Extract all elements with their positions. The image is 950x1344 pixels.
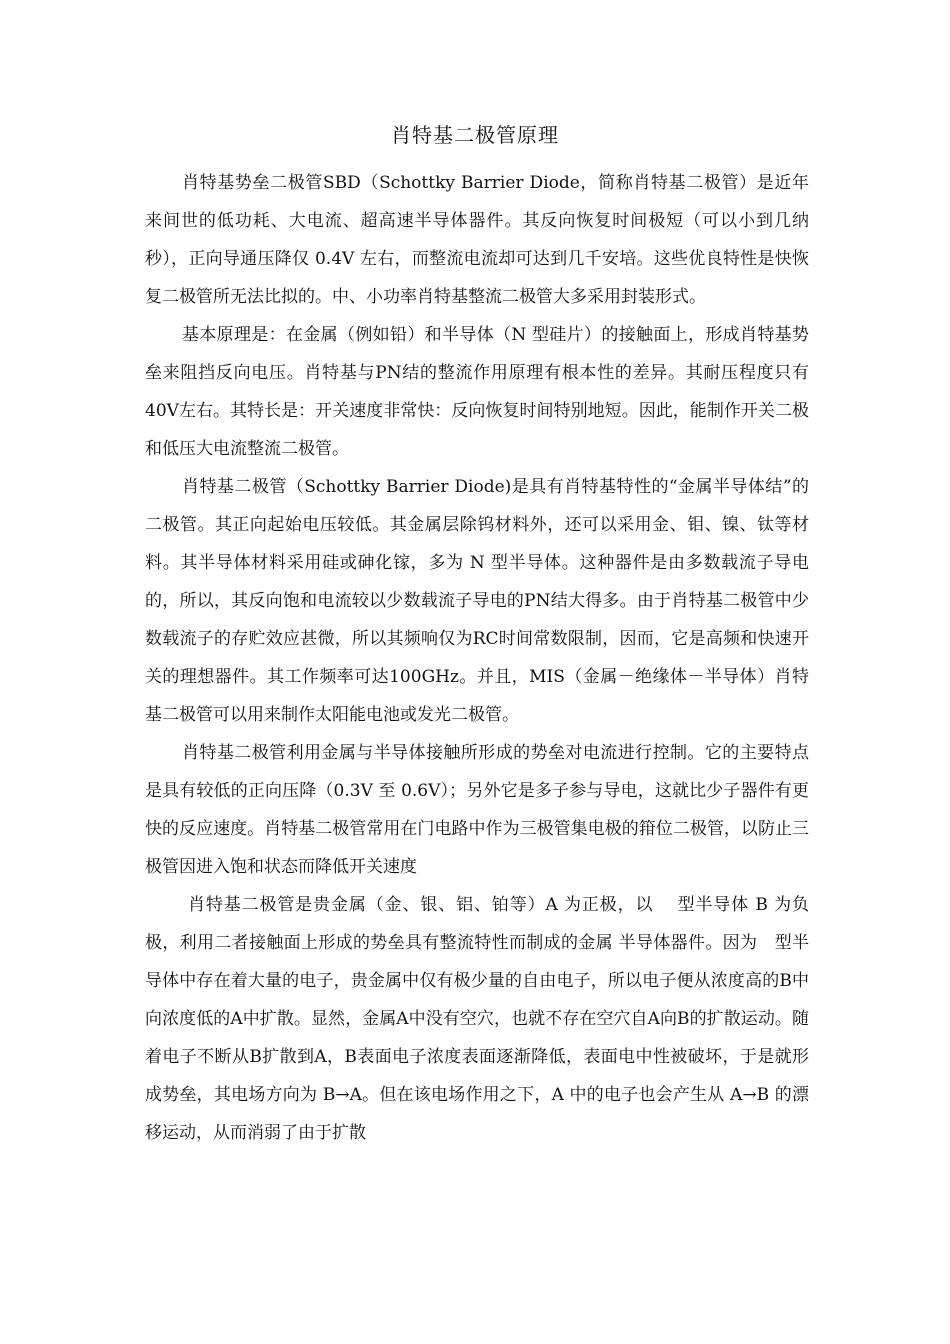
paragraph-barrier-control: 肖特基二极管利用金属与半导体接触所形成的势垒对电流进行控制。它的主要特点是具有较低的正向压降（0.3V 至 0.6V）；另外它是多子参与导电，这就比少子器件有更快的反应速度。肖特基二极管常用在门电路中作为三极管集电极的箝位二极管，以防止三极管因进入饱和状态而降低开关速度	[145, 743, 809, 877]
paragraph-metal-semiconductor-junction: 肖特基二极管（Schottky Barrier Diode)是具有肖特基特性的“金属半导体结”的二极管。其正向起始电压较低。其金属层除钨材料外，还可以采用金、钼、镍、钛等材料。其半导体材料采用硅或砷化镓，多为 N 型半导体。这种器件是由多数载流子导电的，所以，其反向饱和电流较以少数载流子导电的PN结大得多。由于肖特基二极管中少数载流子的存贮效应甚微，所以其频响仅为RC时间常数限制，因而，它是高频和快速开关的理想器件。其工作频率可达100GHz。并且，MIS（金属－绝缘体－半导体）肖特基二极管可以用来制作太阳能电池或发光二极管。	[145, 477, 809, 725]
document-title: 肖特基二极管原理	[391, 123, 559, 147]
paragraph-basic-principle: 基本原理是：在金属（例如铅）和半导体（N 型硅片）的接触面上，形成肖特基势垒来阻挡反向电压。肖特基与PN结的整流作用原理有根本性的差异。其耐压程度只有40V左右。其特长是：开关速度非常快：反向恢复时间特别地短。因此，能制作开关二极和低压大电流整流二极管。	[145, 325, 809, 459]
paragraph-diffusion-mechanism: 肖特基二极管是贵金属（金、银、铝、铂等）A 为正极，以 型半导体 B 为负极，利用二者接触面上形成的势垒具有整流特性而制成的金属 半导体器件。因为 型半导体中存在着大量的电子，贵金属中仅有极少量的自由电子，所以电子便从浓度高的B中向浓度低的A中扩散。显然，金属A中没有空穴，也就不存在空穴自A向B的扩散运动。随着电子不断从B扩散到A，B表面电子浓度表面逐渐降低，表面电中性被破坏，于是就形成势垒，其电场方向为 B→A。但在该电场作用之下，A 中的电子也会产生从 A→B 的漂移运动，从而消弱了由于扩散	[145, 895, 809, 1143]
paragraph-intro: 肖特基势垒二极管SBD（Schottky Barrier Diode，简称肖特基二极管）是近年来间世的低功耗、大电流、超高速半导体器件。其反向恢复时间极短（可以小到几纳秒），正向导通压降仅 0.4V 左右，而整流电流却可达到几千安培。这些优良特性是快恢复二极管所无法比拟的。中、小功率肖特基整流二极管大多采用封装形式。	[145, 173, 809, 307]
document-body	[145, 164, 809, 1152]
